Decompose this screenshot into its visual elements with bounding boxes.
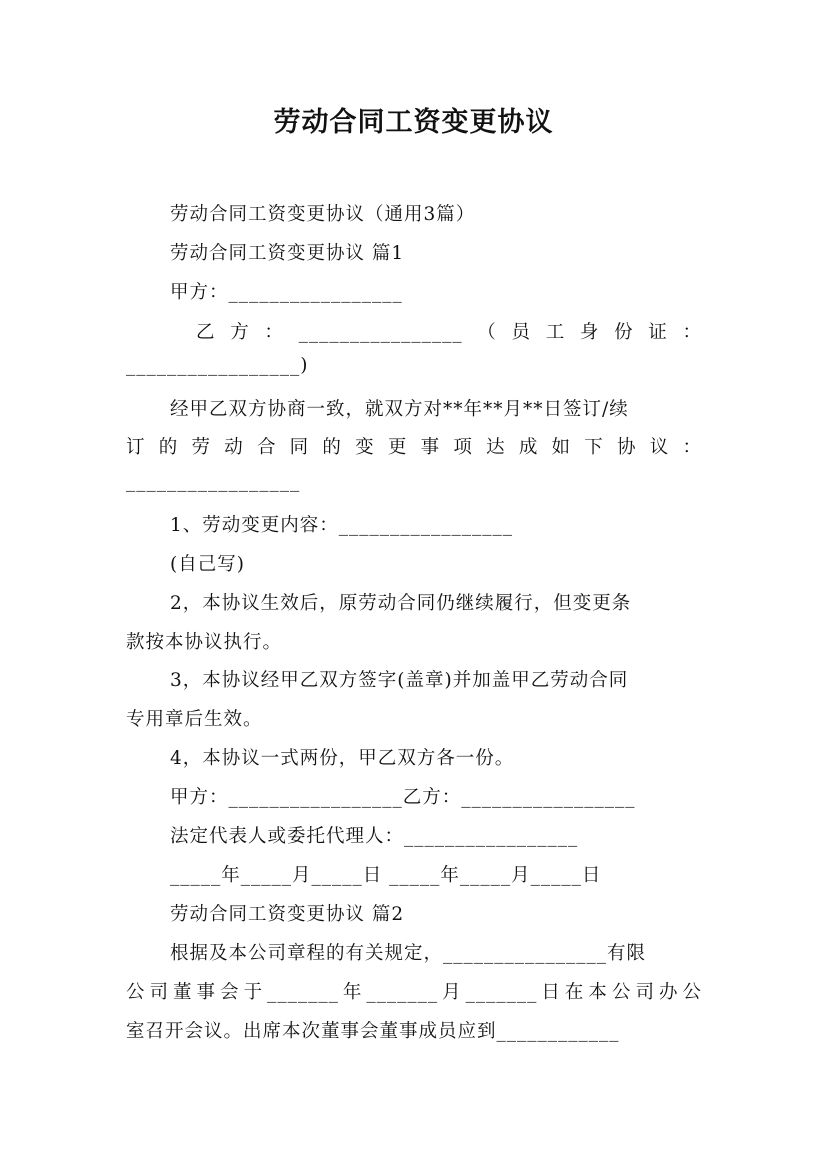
text-line: 劳动合同工资变更协议 篇1: [170, 243, 405, 264]
text-line: 3，本协议经甲乙双方签字(盖章)并加盖甲乙劳动合同: [170, 670, 629, 691]
text-line: 甲方：_________________乙方：_________________: [170, 787, 636, 808]
text-line: 经甲乙双方协商一致，就双方对**年**月**日签订/续: [170, 399, 629, 420]
text-line: 2，本协议生效后，原劳动合同仍继续履行，但变更条: [170, 593, 632, 614]
text-line: _____年_____月_____日 _____年_____月_____日: [170, 865, 602, 886]
text-line: 公司董事会于_______年_______月_______日在本公司办公: [126, 982, 702, 1003]
text-line: _________________: [126, 471, 301, 492]
text-line: 专用章后生效。: [126, 709, 263, 730]
text-line: 劳动合同工资变更协议 篇2: [170, 904, 405, 925]
text-line: 根据及本公司章程的有关规定，________________有限: [170, 943, 647, 964]
text-line: 1、劳动变更内容：_________________: [170, 515, 514, 536]
text-line: 劳动合同工资变更协议（通用3篇）: [170, 204, 476, 225]
text-line: 法定代表人或委托代理人：_________________: [170, 826, 579, 847]
text-line: 4，本协议一式两份，甲乙双方各一份。: [170, 748, 515, 769]
text-line: 订的劳动合同的变更事项达成如下协议：: [126, 437, 702, 458]
text-line: _________________): [126, 355, 309, 376]
document-title: 劳动合同工资变更协议: [273, 107, 554, 138]
text-line: 室召开会议。出席本次董事会董事成员应到____________: [126, 1021, 620, 1042]
text-line: 乙方：________________（员工身份证：: [196, 322, 702, 343]
text-line: 款按本协议执行。: [126, 632, 283, 653]
text-line: 甲方：_________________: [170, 282, 403, 303]
text-line: (自己写): [170, 554, 245, 575]
